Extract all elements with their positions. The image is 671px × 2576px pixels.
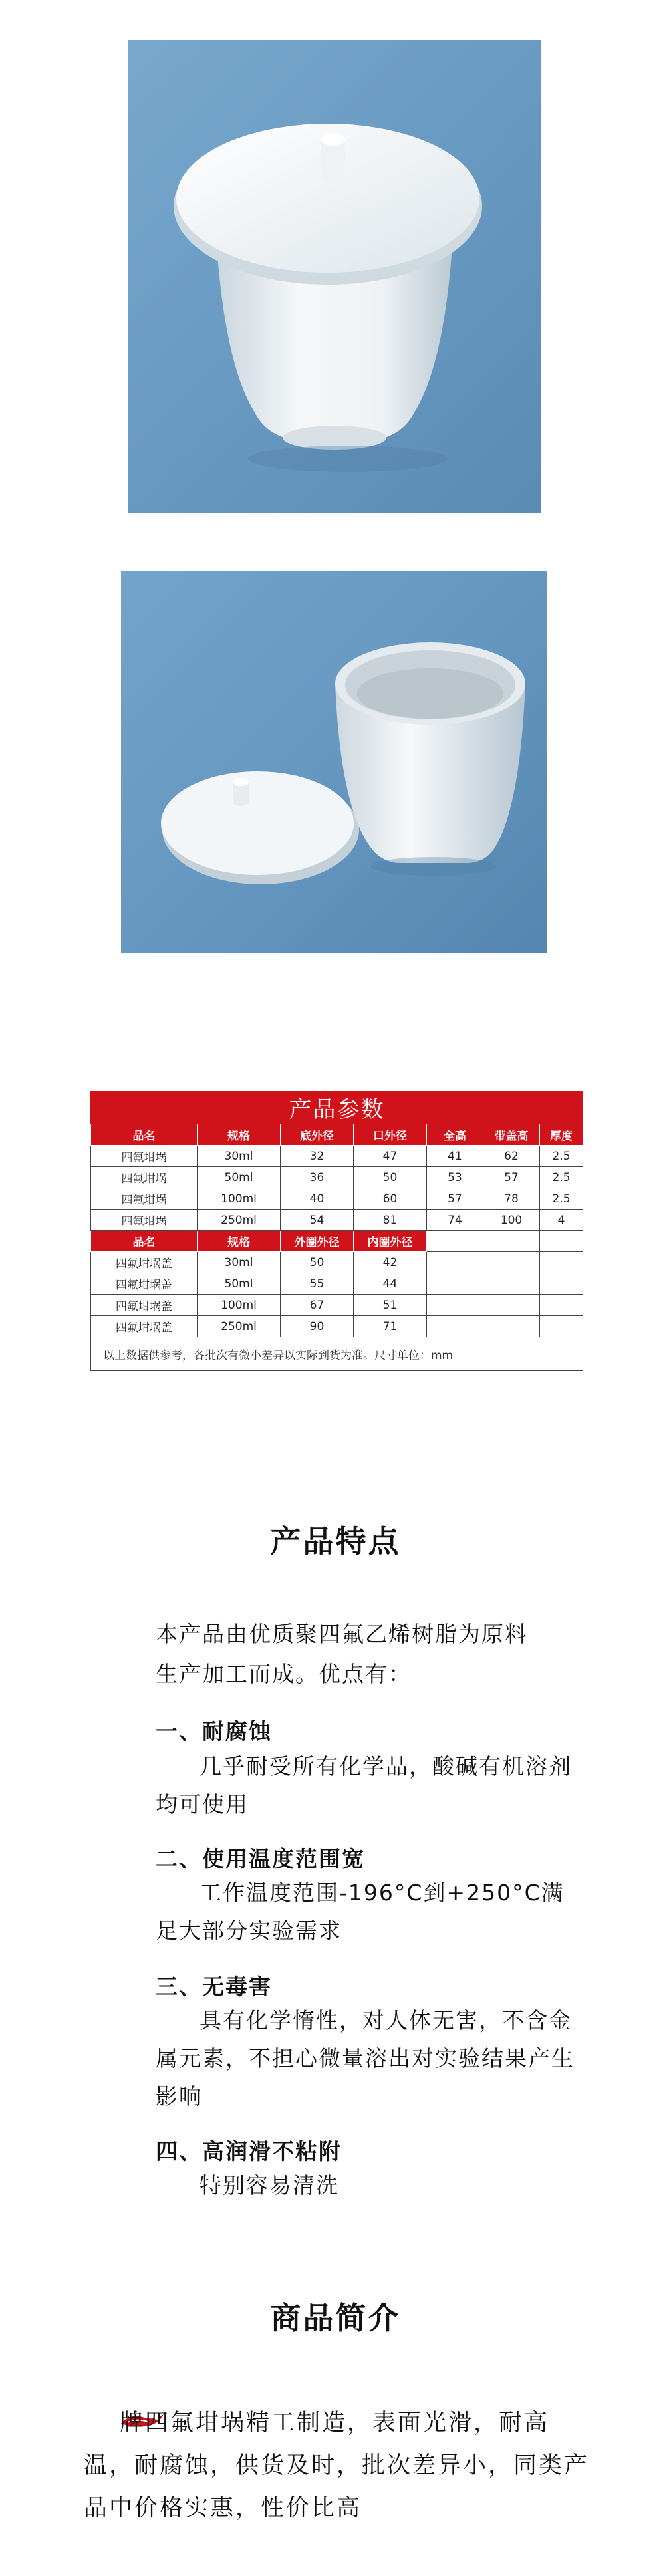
table-cell: 55 <box>281 1273 354 1295</box>
header-cell: 全高 <box>427 1124 483 1146</box>
crucible-and-lid-illustration <box>121 571 547 953</box>
table-title-row <box>91 1091 583 1124</box>
table-cell: 2.5 <box>540 1188 583 1210</box>
table-cell: 50 <box>354 1167 427 1188</box>
empty-cell <box>540 1231 583 1252</box>
table-cell: 50ml <box>198 1273 281 1295</box>
table-cell: 30ml <box>198 1252 281 1273</box>
empty-cell <box>540 1273 583 1295</box>
table-cell: 67 <box>281 1295 354 1316</box>
lid-header-row <box>91 1231 583 1252</box>
table-cell: 71 <box>354 1316 427 1337</box>
table-cell: 90 <box>281 1316 354 1337</box>
table-cell: 47 <box>354 1146 427 1167</box>
header-cell: 口外径 <box>354 1124 427 1146</box>
product-photo-crucible-with-lid <box>128 40 541 513</box>
feature-text-nontoxic: 具有化学惰性，对人体无害，不含金属元素，不担心微量溶出对实验结果产生影响 <box>156 2007 575 2109</box>
table-cell: 54 <box>281 1210 354 1231</box>
table-cell: 62 <box>483 1146 540 1167</box>
table-cell: 四氟坩埚盖 <box>91 1273 198 1295</box>
table-cell: 100 <box>483 1210 540 1231</box>
features-title: 产品特点 <box>270 1523 401 1559</box>
header-cell: 外圈外径 <box>281 1231 354 1252</box>
table-cell: 50 <box>281 1252 354 1273</box>
table-cell: 41 <box>427 1146 483 1167</box>
table-cell: 32 <box>281 1146 354 1167</box>
empty-cell <box>483 1273 540 1295</box>
header-cell: 内圈外径 <box>354 1231 427 1252</box>
table-cell: 250ml <box>198 1316 281 1337</box>
header-cell: 带盖高 <box>483 1124 540 1146</box>
table-row <box>91 1188 583 1210</box>
header-cell: 品名 <box>91 1231 198 1252</box>
empty-cell <box>483 1252 540 1273</box>
feature-heading-nontoxic: 三、无毒害 <box>156 1974 272 1999</box>
table-cell: 40 <box>281 1188 354 1210</box>
table-cell: 四氟坩埚盖 <box>91 1316 198 1337</box>
table-note-row <box>91 1337 583 1371</box>
empty-cell <box>483 1231 540 1252</box>
empty-cell <box>540 1316 583 1337</box>
feature-text-temperature: 工作温度范围-196°C到+250°C满足大部分实验需求 <box>156 1880 565 1944</box>
table-cell: 60 <box>354 1188 427 1210</box>
empty-cell <box>483 1295 540 1316</box>
header-cell: 厚度 <box>540 1124 583 1146</box>
feature-text-lubrication: 特别容易清洗 <box>200 2172 339 2198</box>
header-cell: 底外径 <box>281 1124 354 1146</box>
table-cell: 81 <box>354 1210 427 1231</box>
feature-heading-temperature: 二、使用温度范围宽 <box>156 1846 365 1872</box>
feature-heading-lubrication: 四、高润滑不粘附 <box>156 2138 342 2164</box>
table-cell: 100ml <box>198 1188 281 1210</box>
header-cell: 规格 <box>198 1231 281 1252</box>
table-cell: 四氟坩埚 <box>91 1210 198 1231</box>
table-row <box>91 1146 583 1167</box>
crucible-with-lid-illustration <box>128 40 541 513</box>
table-cell: 四氟坩埚盖 <box>91 1252 198 1273</box>
table-row <box>91 1273 583 1295</box>
table-cell: 74 <box>427 1210 483 1231</box>
empty-cell <box>540 1295 583 1316</box>
table-row <box>91 1252 583 1273</box>
intro-text: 牌四氟坩埚精工制造，表面光滑，耐高温，耐腐蚀，供货及时，批次差异小，同类产品中价格实惠，性价比高 <box>84 2410 590 2521</box>
table-cell: 36 <box>281 1167 354 1188</box>
table-row <box>91 1295 583 1316</box>
empty-cell <box>427 1231 483 1252</box>
table-cell: 50ml <box>198 1167 281 1188</box>
table-cell: 4 <box>540 1210 583 1231</box>
header-cell: 规格 <box>198 1124 281 1146</box>
table-cell: 250ml <box>198 1210 281 1231</box>
table-row <box>91 1316 583 1337</box>
table-cell: 2.5 <box>540 1146 583 1167</box>
table-cell: 2.5 <box>540 1167 583 1188</box>
table-cell: 四氟坩埚 <box>91 1146 198 1167</box>
table-cell: 42 <box>354 1252 427 1273</box>
product-photo-crucible-and-lid <box>121 571 547 953</box>
header-cell: 品名 <box>91 1124 198 1146</box>
intro-title: 商品简介 <box>270 2300 401 2336</box>
table-cell: 53 <box>427 1167 483 1188</box>
table-note: 以上数据供参考，各批次有微小差异以实际到货为准。尺寸单位：mm <box>91 1337 583 1371</box>
features-intro-line-2: 生产加工而成。优点有： <box>156 1661 412 1687</box>
table-cell: 57 <box>483 1167 540 1188</box>
empty-cell <box>427 1316 483 1337</box>
table-cell: 30ml <box>198 1146 281 1167</box>
table-cell: 78 <box>483 1188 540 1210</box>
empty-cell <box>540 1252 583 1273</box>
table-cell: 44 <box>354 1273 427 1295</box>
empty-cell <box>427 1295 483 1316</box>
features-intro-line-1: 本产品由优质聚四氟乙烯树脂为原料 <box>156 1621 528 1647</box>
table-row <box>91 1167 583 1188</box>
table-cell: 100ml <box>198 1295 281 1316</box>
product-parameters-table <box>90 1091 583 1371</box>
feature-text-corrosion: 几乎耐受所有化学品，酸碱有机溶剂均可使用 <box>156 1753 572 1817</box>
crucible-header-row <box>91 1124 583 1146</box>
empty-cell <box>427 1273 483 1295</box>
table-cell: 57 <box>427 1188 483 1210</box>
feature-heading-corrosion: 一、耐腐蚀 <box>156 1718 272 1744</box>
table-cell: 四氟坩埚 <box>91 1167 198 1188</box>
table-title: 产品参数 <box>91 1091 583 1124</box>
table-cell: 51 <box>354 1295 427 1316</box>
empty-cell <box>427 1252 483 1273</box>
empty-cell <box>483 1316 540 1337</box>
table-cell: 四氟坩埚 <box>91 1188 198 1210</box>
table-row <box>91 1210 583 1231</box>
table-cell: 四氟坩埚盖 <box>91 1295 198 1316</box>
